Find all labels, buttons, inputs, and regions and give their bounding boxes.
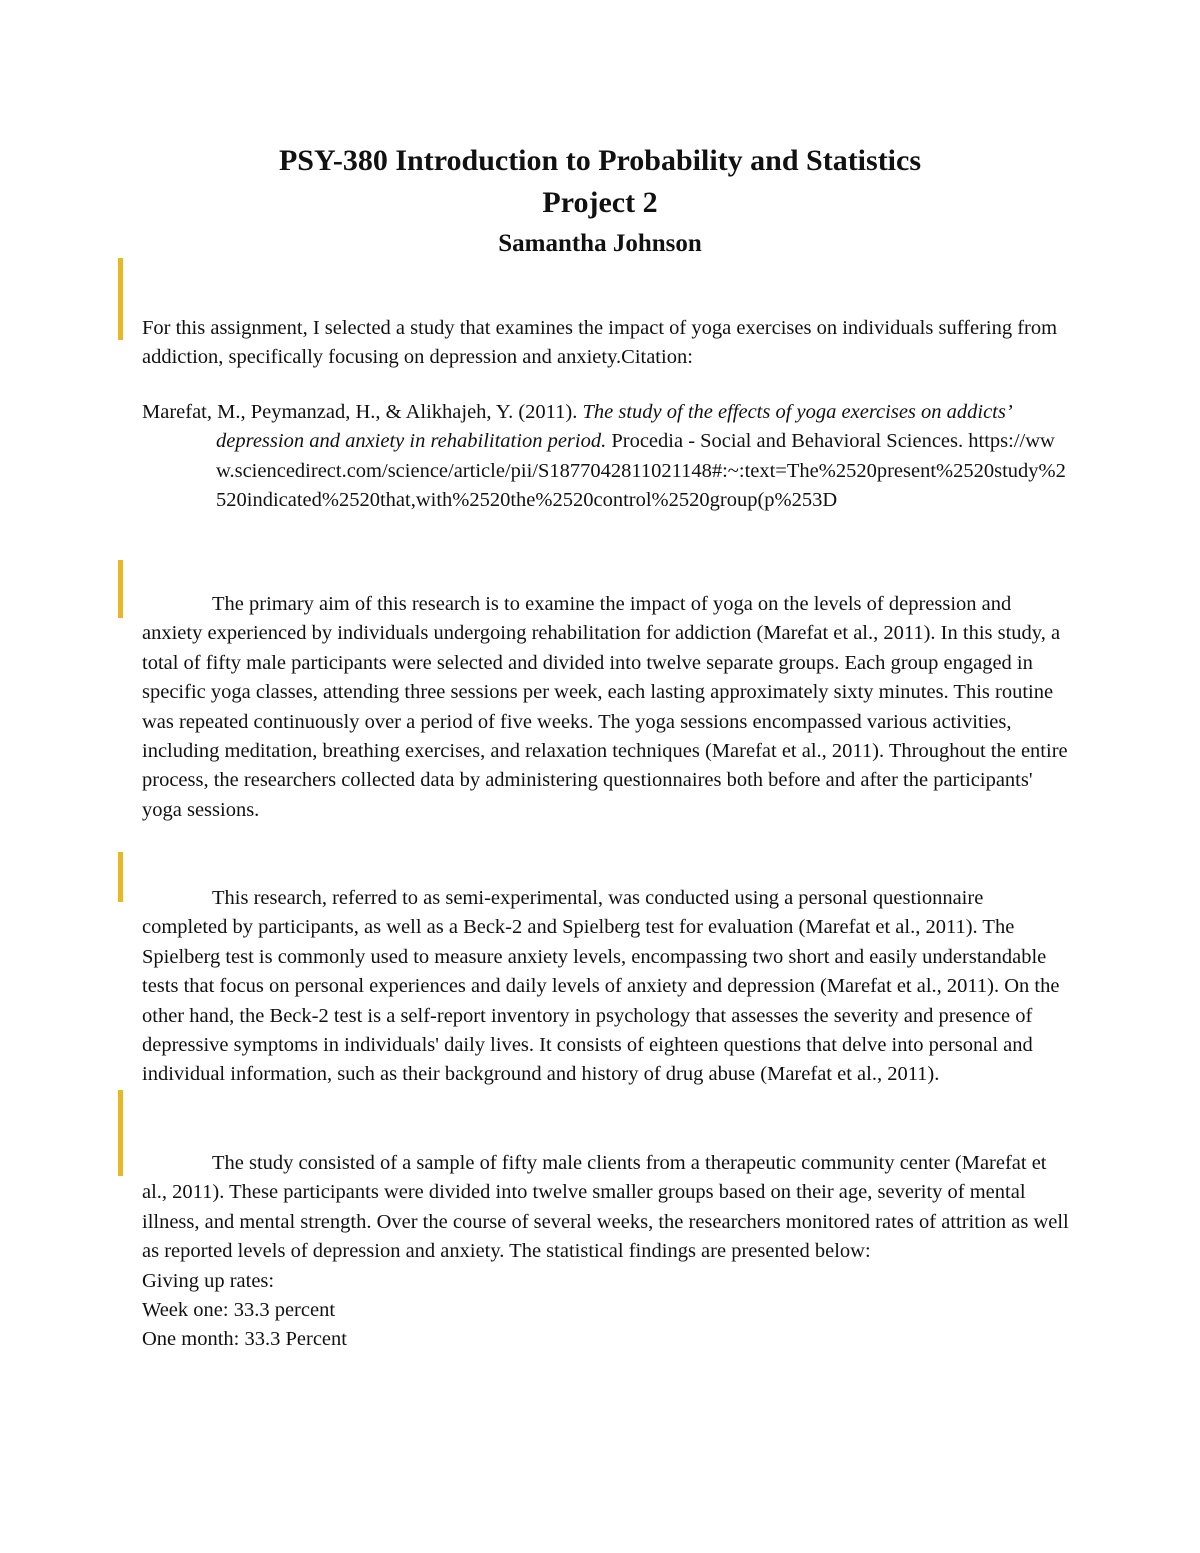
citation-journal: Procedia - Social and Behavioral Sciences. xyxy=(606,430,969,453)
reference-entry xyxy=(142,398,1072,516)
margin-marker xyxy=(118,1090,123,1176)
intro-text: For this assignment, I selected a study that examines the impact of yoga exercises on individuals suffering from addiction, specifically focusing on depression and anxiety.Citation: xyxy=(142,317,1058,369)
margin-marker xyxy=(118,852,123,902)
intro-paragraph xyxy=(142,314,1072,373)
margin-marker xyxy=(118,560,123,618)
body-paragraph: The primary aim of this research is to examine the impact of yoga on the levels of depression and anxiety experienced by individuals undergoing rehabilitation for addiction (Marefat et al., 2011). In this study, a total of fifty male participants were selected and divided into twelve separate groups. Each group engaged in specific yoga classes, attending three sessions per week, each lasting approximately sixty minutes. This routine was repeated continuously over a period of five weeks. The yoga sessions encompassed various activities, including meditation, breathing exercises, and relaxation techniques (Marefat et al., 2011). Throughout the entire process, the researchers collected data by administering questionnaires both before and after the participants' yoga sessions. xyxy=(142,593,1068,821)
course-title: PSY-380 Introduction to Probability and Statistics xyxy=(278,144,922,177)
author-name: Samantha Johnson xyxy=(498,230,702,257)
citation-authors: Marefat, M., Peymanzad, H., & Alikhajeh, Y. (2011). xyxy=(142,401,583,423)
project-title: Project 2 xyxy=(542,186,658,219)
paragraph-aim xyxy=(142,590,1072,825)
body-paragraph: This research, referred to as semi-experimental, was conducted using a personal questionnaire completed by participants, as well as a Beck-2 and Spielberg test for evaluation (Marefat et al., 2011). The Spielberg test is commonly used to measure anxiety levels, encompassing two short and easily understandable tests that focus on personal experiences and daily levels of anxiety and depression (Marefat et al., 2011). On the other hand, the Beck-2 test is a self-report inventory in psychology that assesses the severity and presence of depressive symptoms in individuals' daily lives. It consists of eighteen questions that delve into personal and individual information, such as their background and history of drug abuse (Marefat et al., 2011). xyxy=(142,887,1060,1086)
paragraph-methods xyxy=(142,884,1072,1090)
citation-url[interactable]: https://www.sciencedirect.com/science/article/pii/S1877042811021148#:~:text=The%2520present%2520study%2520indicated%2520that,with%2520the%2520control%2520group(p%253D xyxy=(216,430,1066,512)
citation-title: The study of the effects of yoga exercises on addicts’ depression and anxiety in rehabilitation period. xyxy=(216,401,1011,453)
finding-item: One month: 33.3 Percent xyxy=(142,1328,347,1351)
margin-marker xyxy=(118,258,123,340)
paragraph-sample xyxy=(142,1149,1072,1355)
citation-block xyxy=(142,398,1072,516)
body-paragraph: The study consisted of a sample of fifty male clients from a therapeutic community center (Marefat et al., 2011). These participants were divided into twelve smaller groups based on their age, severity of mental illness, and mental strength. Over the course of several weeks, the researchers monitored rates of attrition as well as reported levels of depression and anxiety. The statistical findings are presented below: xyxy=(142,1152,1069,1263)
findings-heading: Giving up rates: xyxy=(142,1269,275,1292)
title-block xyxy=(0,140,1200,264)
finding-item: Week one: 33.3 percent xyxy=(142,1299,336,1322)
